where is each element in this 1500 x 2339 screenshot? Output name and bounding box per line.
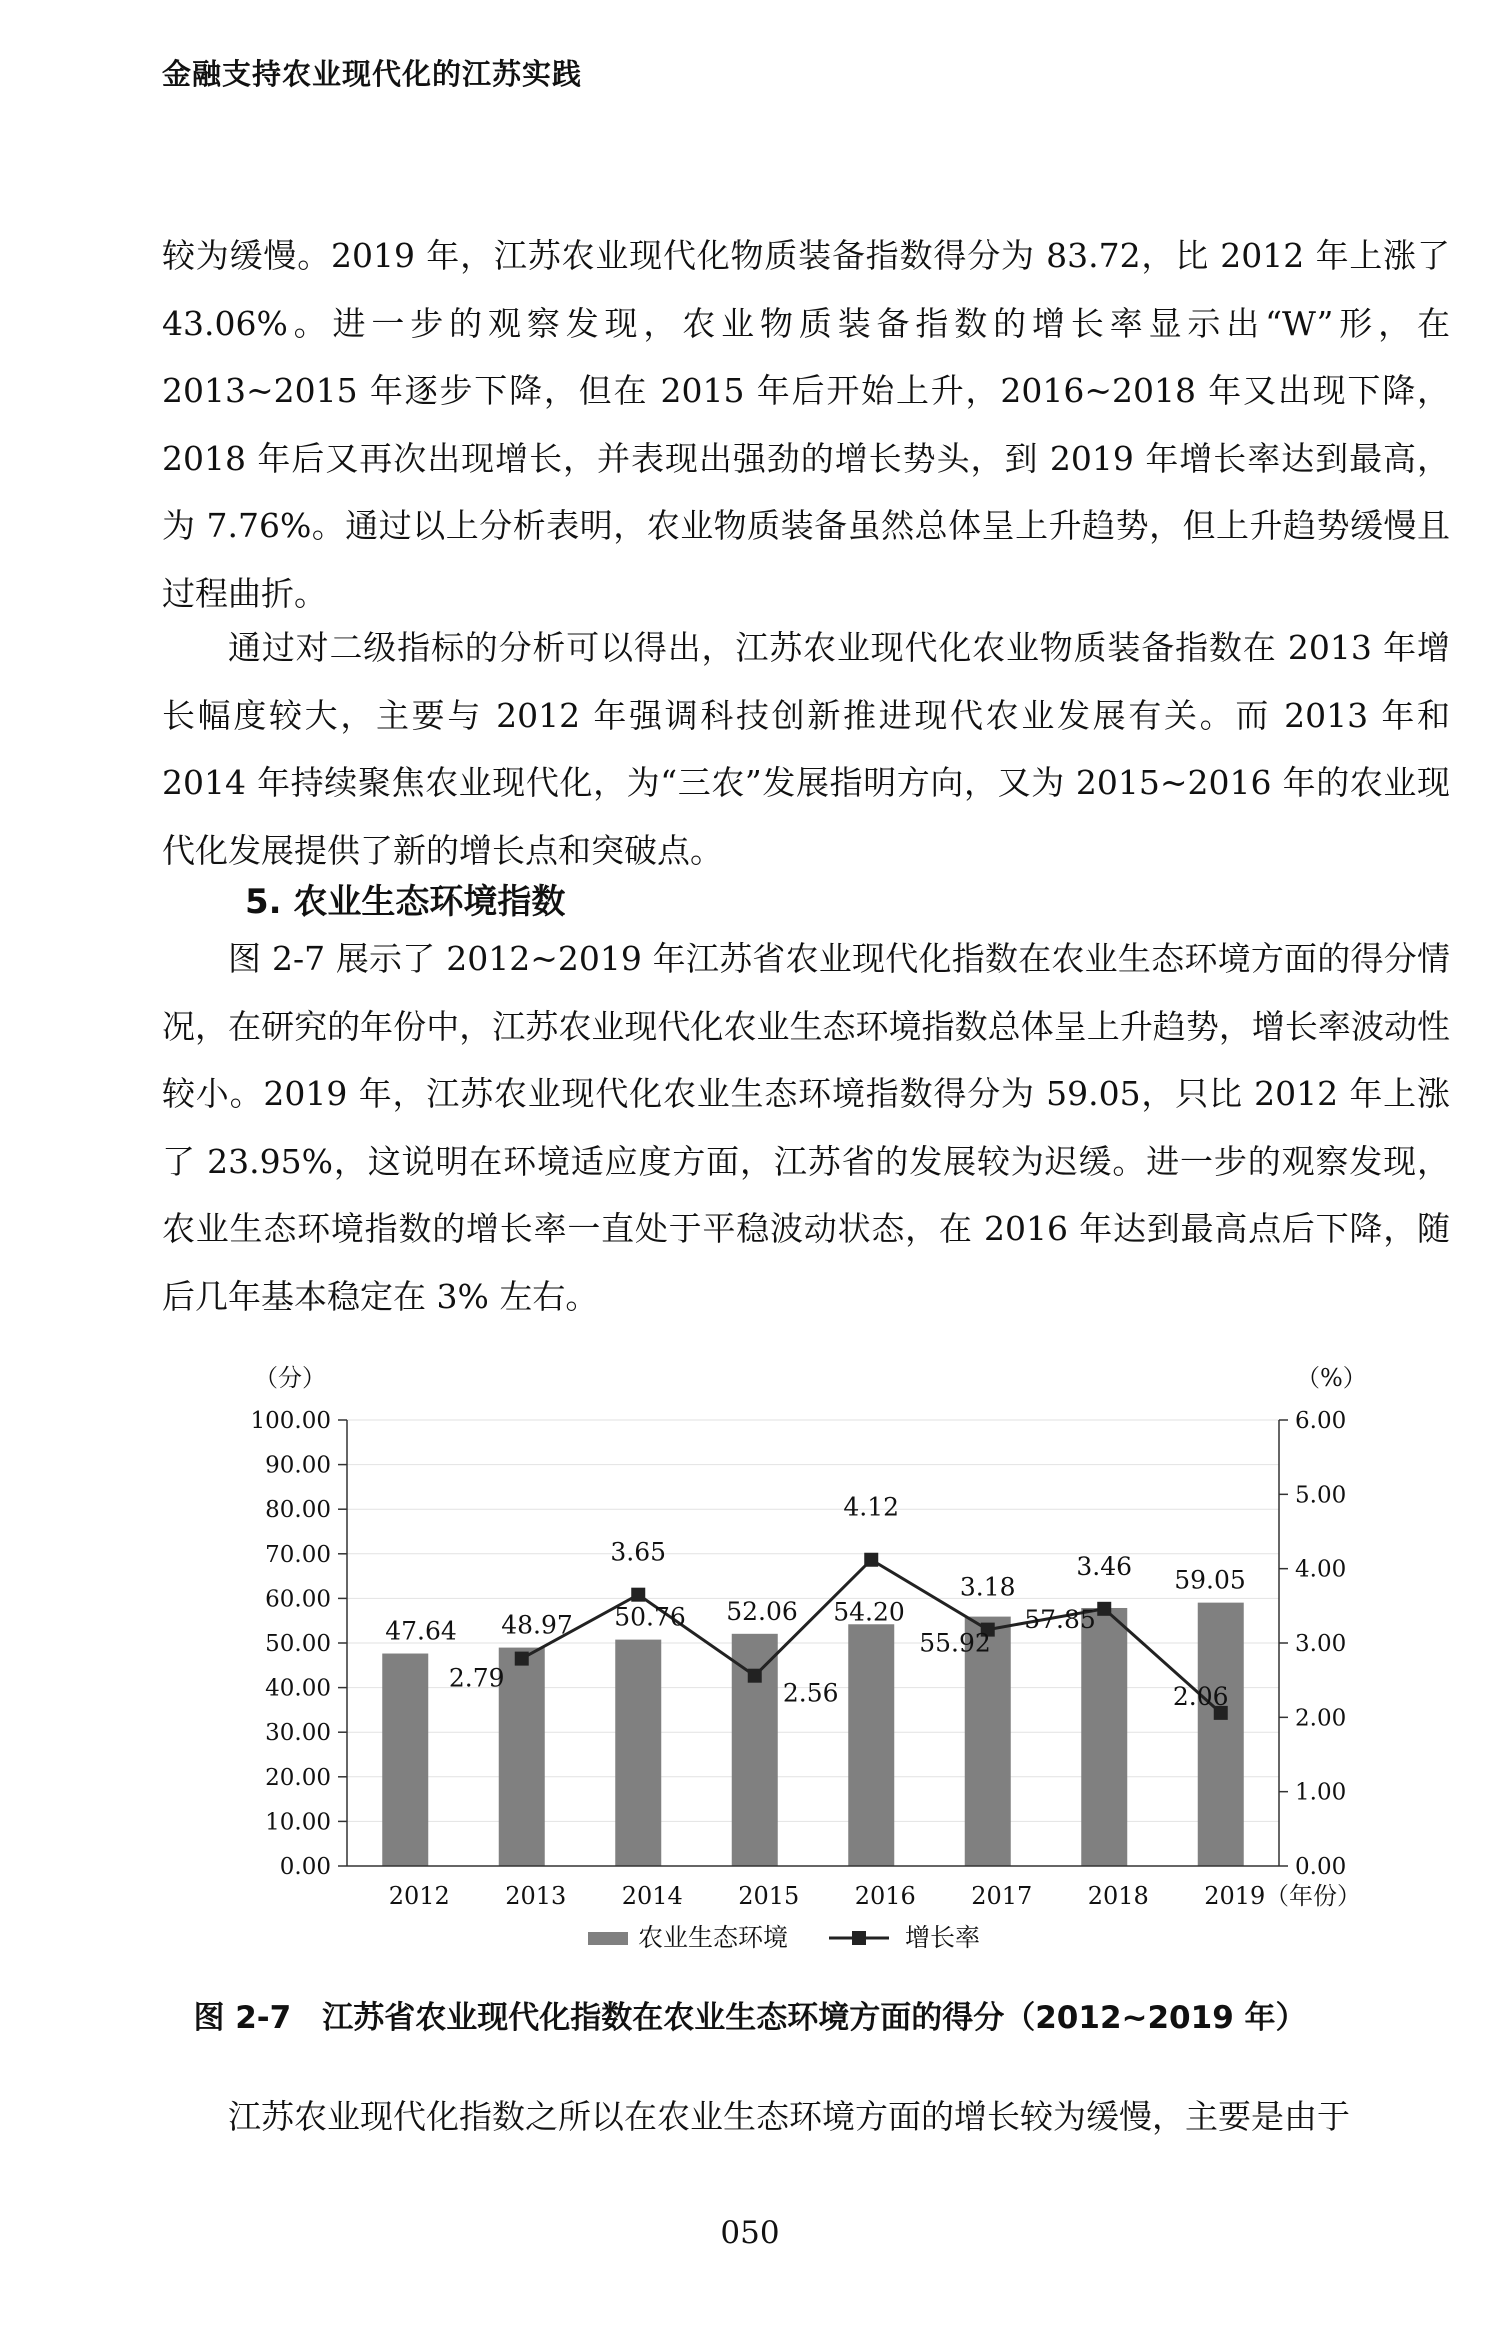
x-tick-label: 2013 [505, 1882, 567, 1910]
paragraph-4 [162, 2083, 1450, 2151]
bar-value-label: 57.85 [1024, 1604, 1096, 1634]
x-tick-label: 2016 [854, 1882, 916, 1910]
x-axis-unit: （年份） [1265, 1882, 1361, 1910]
left-axis-tick-label: 10.00 [265, 1809, 331, 1836]
running-header: 金融支持农业现代化的江苏实践 [162, 57, 583, 91]
right-axis-tick-label: 4.00 [1295, 1556, 1347, 1583]
x-tick-label: 2015 [738, 1882, 800, 1910]
bar-value-label: 55.92 [919, 1628, 991, 1658]
bar-2019 [1198, 1603, 1244, 1866]
chart-bars [382, 1603, 1244, 1866]
bar-value-label: 50.76 [614, 1602, 686, 1632]
left-axis-tick-label: 30.00 [265, 1720, 331, 1747]
right-axis-tick-label: 6.00 [1295, 1408, 1347, 1434]
growth-rate-marker [864, 1553, 878, 1567]
growth-rate-marker [631, 1588, 645, 1602]
left-axis-tick-label: 80.00 [265, 1497, 331, 1524]
growth-rate-marker [515, 1652, 529, 1666]
left-axis-tick-label: 20.00 [265, 1764, 331, 1791]
paragraph-1-text: 较为缓慢。2019 年，江苏农业现代化物质装备指数得分为 83.72，比 2012 年上涨了 43.06%。进一步的观察发现，农业物质装备指数的增长率显示出“W”形，在 2013~2015 年逐步下降，但在 2015 年后开始上升，2016~2018 年又出现下降，2018 年后又再次出现增长，并表现出强劲的增长势头，到 2019 年增长率达到最高，为 7.76%。通过以上分析表明，农业物质装备虽然总体呈上升趋势，但上升趋势缓慢且过程曲折。 [162, 236, 1450, 613]
growth-rate-label: 3.18 [959, 1572, 1016, 1602]
growth-rate-label: 4.12 [843, 1492, 900, 1522]
growth-rate-label: 3.46 [1076, 1551, 1133, 1581]
legend-swatch-marker [852, 1931, 866, 1945]
legend-label-bar: 农业生态环境 [638, 1923, 789, 1952]
bar-value-label: 47.64 [385, 1616, 457, 1646]
paragraph-2-text: 通过对二级指标的分析可以得出，江苏农业现代化农业物质装备指数在 2013 年增长幅度较大，主要与 2012 年强调科技创新推进现代农业发展有关。而 2013 年和 2014 年持续聚焦农业现代化，为“三农”发展指明方向，又为 2015~2016 年的农业现代化发展提供了新的增长点和突破点。 [162, 628, 1450, 870]
paragraph-3 [162, 925, 1450, 1330]
paragraph-1 [162, 222, 1450, 627]
figure-2-7-chart [0, 1340, 1500, 1980]
right-axis-tick-label: 3.00 [1295, 1631, 1347, 1657]
growth-rate-label: 2.06 [1172, 1681, 1229, 1711]
right-axis-tick-label: 0.00 [1295, 1854, 1347, 1880]
growth-rate-label: 2.79 [448, 1663, 505, 1693]
right-axis-tick-label: 2.00 [1295, 1705, 1347, 1732]
bar-2013 [499, 1648, 545, 1866]
legend-label-line: 增长率 [905, 1923, 981, 1952]
legend-swatch-bar [588, 1932, 628, 1945]
figure-caption: 图 2-7 江苏省农业现代化指数在农业生态环境方面的得分（2012~2019 年） [193, 2000, 1307, 2036]
bar-2016 [848, 1624, 894, 1866]
chart-legend [588, 1923, 980, 1952]
left-axis-tick-label: 50.00 [265, 1631, 331, 1657]
x-tick-label: 2018 [1087, 1882, 1149, 1910]
chart-grid [347, 1420, 1279, 1821]
bar-value-label: 48.97 [501, 1610, 573, 1640]
bar-2018 [1081, 1608, 1127, 1866]
left-axis-tick-label: 100.00 [250, 1408, 331, 1434]
x-tick-label: 2012 [388, 1882, 450, 1910]
paragraph-3-text: 图 2-7 展示了 2012~2019 年江苏省农业现代化指数在农业生态环境方面的得分情况，在研究的年份中，江苏农业现代化农业生态环境指数总体呈上升趋势，增长率波动性较小。2019 年，江苏农业现代化农业生态环境指数得分为 59.05，只比 2012 年上涨了 23.95%，这说明在环境适应度方面，江苏省的发展较为迟缓。进一步的观察发现，农业生态环境指数的增长率一直处于平稳波动状态，在 2016 年达到最高点后下降，随后几年基本稳定在 3% 左右。 [162, 939, 1450, 1316]
bar-value-label: 54.20 [833, 1597, 905, 1627]
growth-rate-label: 3.65 [610, 1537, 667, 1567]
x-tick-label: 2019 [1204, 1882, 1266, 1910]
left-axis-tick-label: 40.00 [265, 1675, 331, 1702]
left-axis-unit: （分） [254, 1364, 326, 1392]
growth-rate-marker [748, 1669, 762, 1683]
bar-2015 [732, 1634, 778, 1866]
right-axis-tick-label: 5.00 [1295, 1482, 1347, 1509]
bar-2012 [382, 1654, 428, 1866]
page-number: 050 [720, 2215, 780, 2251]
right-axis-tick-label: 1.00 [1295, 1779, 1347, 1806]
paragraph-2 [162, 614, 1450, 884]
bar-value-label: 59.05 [1174, 1565, 1246, 1595]
right-axis-unit: （%） [1296, 1364, 1367, 1392]
paragraph-4-text: 江苏农业现代化指数之所以在农业生态环境方面的增长较为缓慢，主要是由于 [228, 2097, 1350, 2136]
left-axis-tick-label: 90.00 [265, 1452, 331, 1479]
bar-2014 [615, 1640, 661, 1866]
section-heading: 5. 农业生态环境指数 [245, 882, 566, 922]
x-tick-label: 2014 [621, 1882, 683, 1910]
bar-value-label: 52.06 [726, 1596, 798, 1626]
left-axis-tick-label: 70.00 [265, 1541, 331, 1568]
growth-rate-marker [1097, 1602, 1111, 1616]
left-axis-tick-label: 60.00 [265, 1586, 331, 1613]
x-tick-label: 2017 [971, 1882, 1033, 1910]
left-axis-tick-label: 0.00 [279, 1854, 331, 1880]
growth-rate-label: 2.56 [782, 1678, 839, 1708]
